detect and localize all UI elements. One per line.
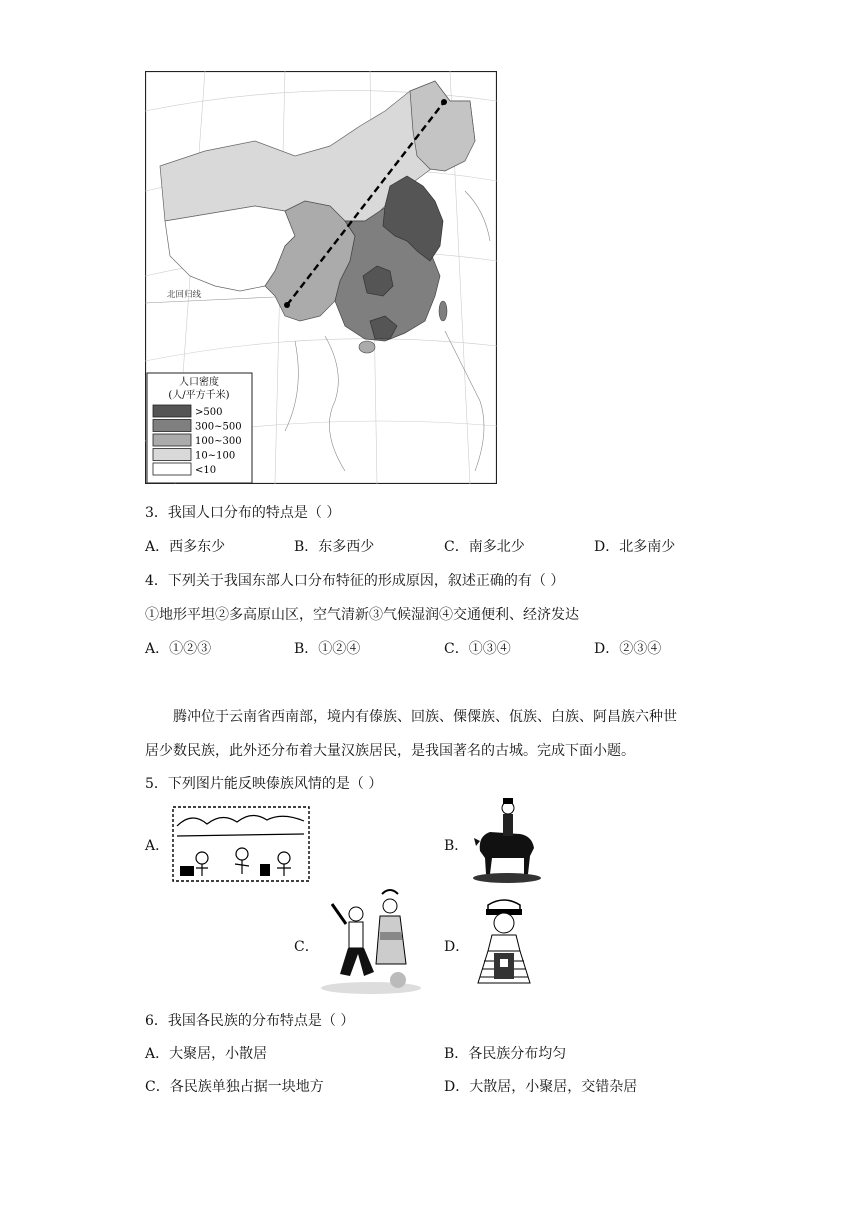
legend-title: 人口密度 [179, 377, 219, 388]
q6-option-a[interactable]: A．大聚居，小散居 [145, 1046, 268, 1062]
q6-option-b[interactable]: B．各民族分布均匀 [444, 1046, 567, 1062]
passage-line-1: 腾冲位于云南省西南部，境内有傣族、回族、傈僳族、佤族、白族、阿昌族六种世 [173, 709, 677, 725]
q4-option-b[interactable]: B．①②④ [294, 641, 361, 657]
q4-option-a[interactable]: A．①②③ [145, 641, 212, 657]
q5-option-d-label[interactable]: D． [444, 939, 470, 955]
legend-unit: (人/平方千米) [168, 390, 230, 401]
legend-swatch [153, 420, 191, 432]
q6-option-d[interactable]: D．大散居，小聚居，交错杂居 [444, 1079, 638, 1095]
q5-option-c-label[interactable]: C． [294, 939, 319, 955]
q4-items: ①地形平坦②多高原山区，空气清新③气候湿润④交通便利、经济发达 [145, 607, 579, 623]
q3-option-b[interactable]: B．东多西少 [294, 539, 375, 555]
map-legend [147, 373, 252, 483]
option-a-image[interactable] [172, 806, 310, 882]
q3-option-c[interactable]: C．南多北少 [444, 539, 525, 555]
legend-swatch [153, 463, 191, 475]
legend-swatch [153, 405, 191, 417]
option-b-image[interactable] [470, 796, 544, 884]
population-density-map [145, 71, 497, 484]
q3-option-d[interactable]: D．北多南少 [594, 539, 676, 555]
q4-option-c[interactable]: C．①③④ [444, 641, 511, 657]
q4-option-d[interactable]: D．②③④ [594, 641, 662, 657]
legend-swatch [153, 434, 191, 446]
q5-option-a-label[interactable]: A． [145, 838, 170, 854]
option-c-image[interactable] [318, 884, 424, 996]
legend-label: >500 [195, 407, 223, 418]
tropic-of-cancer-label: 北回归线 [167, 290, 202, 300]
q3-stem: 3．我国人口分布的特点是（ ） [145, 505, 341, 521]
passage-line-2: 居少数民族，此外还分布着大量汉族居民，是我国著名的古城。完成下面小题。 [145, 743, 635, 759]
legend-label: 10~100 [195, 450, 236, 462]
legend-label: <10 [195, 465, 217, 476]
q5-option-b-label[interactable]: B． [444, 838, 469, 854]
legend-label: 300~500 [195, 421, 242, 433]
legend-label: 100~300 [195, 436, 242, 447]
q3-option-a[interactable]: A．西多东少 [145, 539, 226, 555]
option-d-image[interactable] [470, 895, 538, 989]
q6-stem: 6．我国各民族的分布特点是（ ） [145, 1013, 355, 1029]
legend-swatch [153, 449, 191, 461]
q5-stem: 5．下列图片能反映傣族风情的是（ ） [145, 776, 383, 792]
q6-option-c[interactable]: C．各民族单独占据一块地方 [145, 1079, 324, 1095]
q4-stem: 4．下列关于我国东部人口分布特征的形成原因，叙述正确的有（ ） [145, 573, 565, 589]
